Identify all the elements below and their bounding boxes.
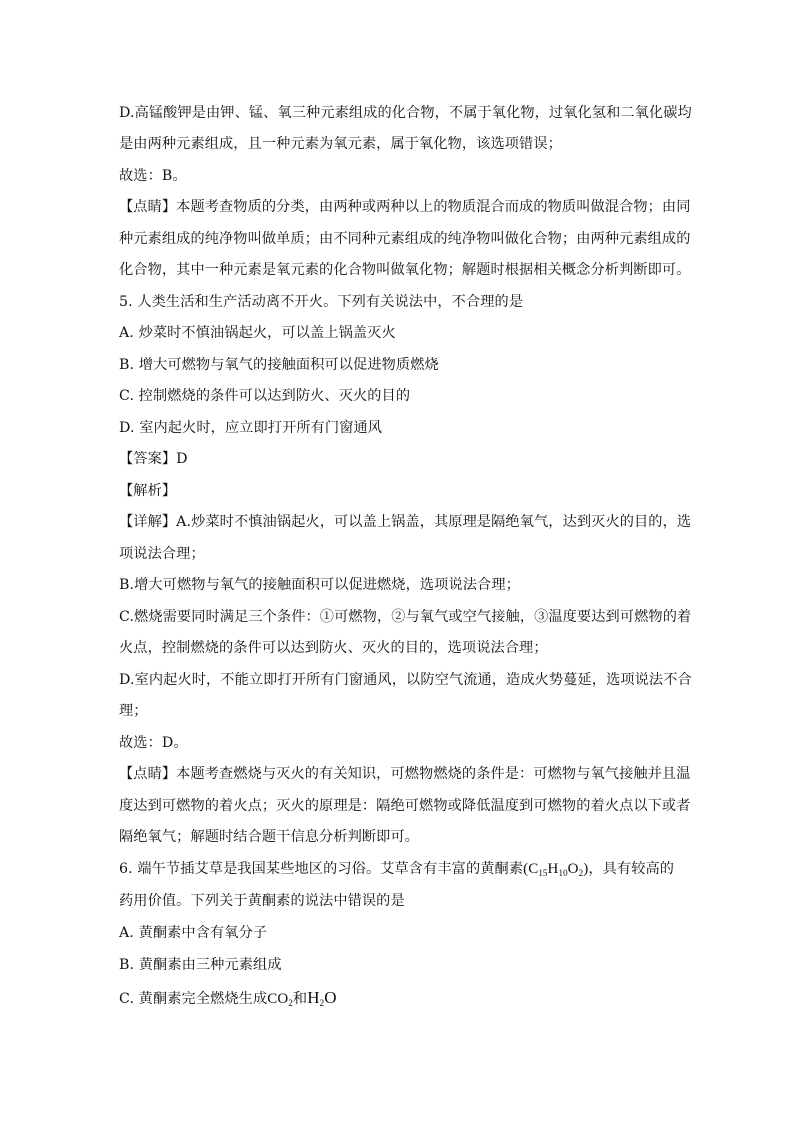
question-5-option-a: A. 炒菜时不慎油锅起火，可以盖上锅盖灭火 xyxy=(119,325,396,341)
formula-subscript: 15 xyxy=(538,868,548,878)
question-5-option-b: B. 增大可燃物与氧气的接触面积可以促进物质燃烧 xyxy=(119,357,439,373)
formula-part: H xyxy=(307,988,320,1007)
formula-subscript: 2 xyxy=(288,998,293,1008)
formula-part: CO xyxy=(267,991,289,1007)
text-line: D.高锰酸钾是由钾、锰、氧三种元素组成的化合物，不属于氧化物，过氧化氢和二氧化碳均 xyxy=(119,105,692,121)
text-line: C.燃烧需要同时满足三个条件：①可燃物，②与氧气或空气接触，③温度要达到可燃物的着 xyxy=(119,609,692,625)
question-6-option-a: A. 黄酮素中含有氧分子 xyxy=(119,925,268,941)
q6-text: 6. 端午节插艾草是我国某些地区的习俗。艾草含有丰富的黄酮素 xyxy=(119,861,524,877)
text-line: 火点，控制燃烧的条件可以达到防火、灭火的目的，选项说法合理； xyxy=(119,640,548,656)
text-line: 【点睛】本题考查物质的分类，由两种或两种以上的物质混合而成的物质叫做混合物；由同 xyxy=(119,199,691,215)
formula-subscript: 2 xyxy=(578,868,584,878)
text-line: 度达到可燃物的着火点；灭火的原理是：隔绝可燃物或降低温度到可燃物的着火点以下或者 xyxy=(119,798,691,814)
analysis-label: 【解析】 xyxy=(119,483,177,499)
text-line: 化合物，其中一种元素是氧元素的化合物叫做氧化物；解题时根据相关概念分析判断即可。 xyxy=(119,262,691,278)
text-line: D.室内起火时，不能立即打开所有门窗通风，以防空气流通，造成火势蔓延，选项说法不合 xyxy=(119,672,692,688)
q6-option-c-text: 和 xyxy=(292,991,308,1007)
text-line: B.增大可燃物与氧气的接触面积可以促进燃烧，选项说法合理； xyxy=(119,577,520,593)
question-6-stem-line1 xyxy=(119,859,679,879)
text-line: 【点睛】本题考查燃烧与灭火的有关知识，可燃物燃烧的条件是：可燃物与氧气接触并且温 xyxy=(119,766,691,782)
formula-part: O xyxy=(567,861,579,877)
formula-part: O xyxy=(324,988,337,1007)
text-line: 【详解】A.炒菜时不慎油锅起火，可以盖上锅盖，其原理是隔绝氧气，达到灭火的目的，选 xyxy=(119,514,692,530)
text-line: 理； xyxy=(119,703,148,719)
question-5-option-d: D. 室内起火时，应立即打开所有门窗通风 xyxy=(119,420,383,436)
formula-part: ) xyxy=(583,861,589,877)
chemical-formula xyxy=(523,861,588,877)
text-line: 种元素组成的纯净物叫做单质；由不同种元素组成的纯净物叫做化合物；由两种元素组成的 xyxy=(119,231,691,247)
formula-part: H xyxy=(547,861,559,877)
chemical-formula xyxy=(267,991,293,1007)
question-6-stem-line2: 药用价值。下列关于黄酮素的说法中错误的是 xyxy=(119,893,405,909)
chemical-formula xyxy=(307,988,336,1007)
text-line: 隔绝氧气；解题时结合题干信息分析判断即可。 xyxy=(119,829,420,845)
formula-part: (C xyxy=(523,861,539,877)
text-line: 故选：D。 xyxy=(119,735,188,751)
question-6-option-c xyxy=(119,988,679,1009)
text-line: 项说法合理； xyxy=(119,546,205,562)
formula-subscript: 2 xyxy=(319,998,325,1008)
question-6-option-b: B. 黄酮素由三种元素组成 xyxy=(119,957,282,973)
text-line: 是由两种元素组成，且一种元素为氧元素，属于氧化物，该选项错误； xyxy=(119,136,562,152)
q6-option-c-text: C. 黄酮素完全燃烧生成 xyxy=(119,991,268,1007)
question-5-option-c: C. 控制燃烧的条件可以达到防火、灭火的目的 xyxy=(119,388,411,404)
formula-subscript: 10 xyxy=(558,868,568,878)
answer-label: 【答案】D xyxy=(119,451,188,467)
text-line: 故选：B。 xyxy=(119,168,187,184)
q6-text: ，具有较高的 xyxy=(588,861,675,877)
question-5-stem: 5. 人类生活和生产活动离不开火。下列有关说法中，不合理的是 xyxy=(119,294,524,310)
